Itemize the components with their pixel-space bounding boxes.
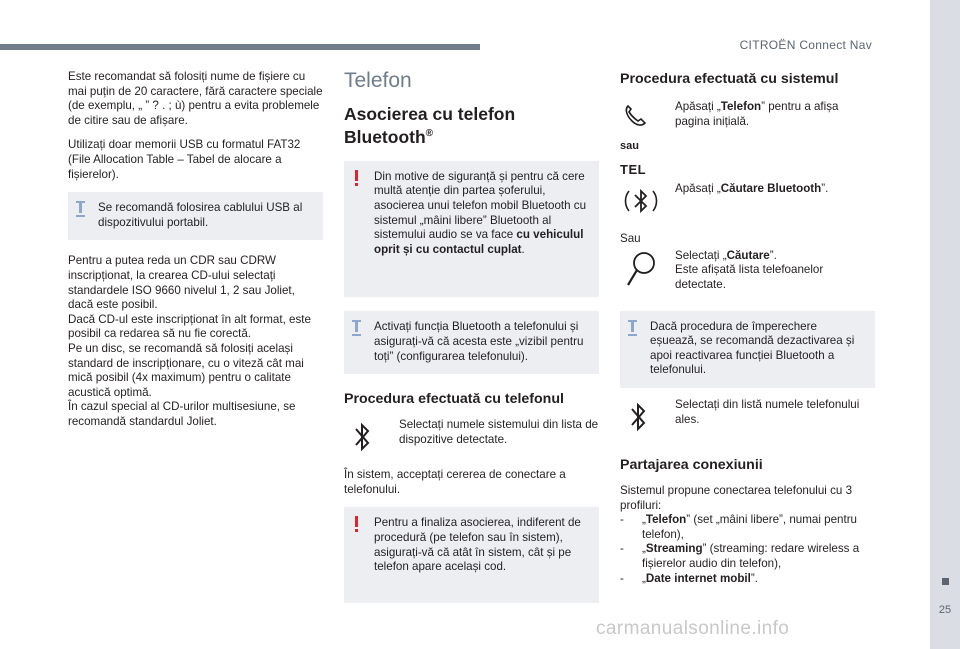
continue-marker-icon — [942, 578, 949, 585]
search-icon — [624, 249, 658, 294]
or-label: Sau — [620, 232, 641, 245]
info-note-text: Se recomandă folosirea cablului USB al dispozitivului portabil. — [98, 201, 303, 229]
step-select-phone: Selectați din listă numele telefonului ales. — [620, 398, 875, 438]
paragraph: Utilizați doar memorii USB cu formatul FAT32 (File Allocation Table – Tabel de alocare a fișierelor). — [68, 138, 301, 181]
section-title: Telefon — [344, 69, 412, 92]
paragraph: Sistemul propune conectarea telefonului cu 3 profiluri: — [620, 483, 853, 512]
column-3 — [620, 70, 875, 586]
column-2 — [344, 70, 599, 613]
watermark: carmanualsonline.info — [596, 618, 790, 639]
bluetooth-icon — [626, 398, 650, 441]
paragraph: În sistem, acceptați cererea de conectare a telefonului. — [344, 468, 566, 496]
list-item: - „Telefon” (set „mâini libere”, numai pentru telefon), — [620, 513, 857, 541]
info-note — [68, 192, 323, 240]
bluetooth-icon — [350, 418, 374, 461]
info-note — [344, 311, 599, 374]
info-note-text: Activați funcția Bluetooth a telefonului și asigurați-vă că acesta este „vizibil pentru toți” (configurarea telefonului). — [374, 320, 584, 363]
page-heading: Asocierea cu telefon Bluetooth® — [344, 104, 516, 147]
info-icon — [352, 320, 361, 336]
paragraph: Pentru a putea reda un CDR sau CDRW inscripționat, la crearea CD-ului selectați standardele ISO 9660 nivelul 1, 2 sau Joliet, dacă este posibil. Dacă CD-ul este inscripționat în alt format, este posibil ca redarea să nu fie corectă. Pe un disc, se recomandă să folosiți același standard de inscripționare, cu o viteză cât mai mică posibil (4x maximum) pentru o calitate acustică optimă. În cazul special al CD-urilor multisesiune, se recomandă standardul Joliet. — [68, 254, 311, 428]
info-icon — [628, 320, 637, 336]
warning-icon — [355, 170, 358, 186]
list-item: - „Streaming” (streaming: redare wireless a fișierelor audio din telefon), — [620, 542, 860, 570]
bluetooth-circle-icon — [622, 182, 660, 225]
phone-icon: sau TEL — [620, 100, 650, 178]
sub-heading: Partajarea conexiunii — [620, 456, 763, 473]
list-item: - „Date internet mobil”. — [620, 571, 758, 585]
sub-heading: Procedura efectuată cu sistemul — [620, 71, 839, 87]
info-icon — [76, 201, 85, 217]
warning-note: Pentru a finaliza asocierea, indiferent de procedură (pe telefon sau în sistem), asigurați-vă că atât în sistem, cât și pe telefon apare același cod. — [344, 507, 599, 602]
step-phone: sau TEL Apăsați „Telefon” pentru a afișa pagina inițială. — [620, 100, 839, 178]
info-note-text: Dacă procedura de împerechere eșuează, se recomandă dezactivarea și apoi reactivarea funcției Bluetooth a telefonului. — [650, 319, 855, 377]
warning-icon — [355, 516, 358, 532]
sub-heading: Procedura efectuată cu telefonul — [344, 391, 564, 408]
header-rule — [0, 44, 480, 50]
paragraph: Este recomandat să folosiți nume de fișiere cu mai puțin de 20 caractere, fără caractere speciale (de exemplu, „ ” ? . ; ù) pentru a evita problemele de citire sau de afișare. — [68, 70, 323, 127]
column-1 — [68, 70, 323, 439]
brand-label: CITROËN Connect Nav — [739, 38, 872, 52]
warning-note: Din motive de siguranță și pentru că cere multă atenție din partea șoferului, asocierea unui telefon mobil Bluetooth cu sistemul „mâini libere” Bluetooth al sistemului audio se va face cu vehiculul oprit și cu contactul cuplat. — [344, 161, 599, 298]
step-search: Selectați „Căutare”. Este afișată lista telefoanelor detectate. — [620, 249, 875, 297]
step-bluetooth: Selectați numele sistemului din lista de dispozitive detectate. — [344, 418, 599, 458]
step-bluetooth-search: Apăsați „Căutare Bluetooth”. — [620, 182, 875, 222]
page-number: 25 — [938, 604, 952, 616]
info-note — [620, 311, 875, 388]
side-strip — [930, 0, 960, 649]
